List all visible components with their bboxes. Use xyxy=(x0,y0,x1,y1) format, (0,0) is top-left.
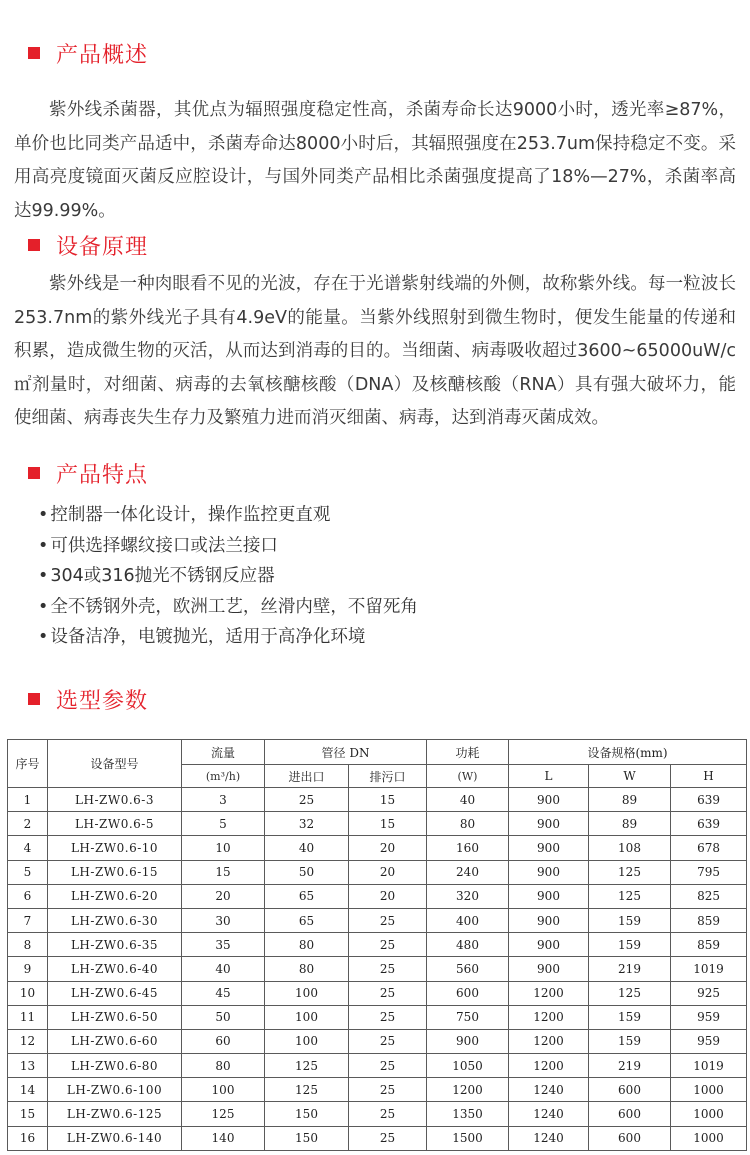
cell-flow: 50 xyxy=(182,1005,265,1029)
spec-table xyxy=(7,739,747,1151)
cell-power: 1350 xyxy=(427,1102,509,1126)
cell-no: 9 xyxy=(8,957,48,981)
cell-w: 159 xyxy=(589,908,671,932)
cell-h: 825 xyxy=(671,884,747,908)
cell-flow: 15 xyxy=(182,860,265,884)
cell-power: 160 xyxy=(427,836,509,860)
table-row xyxy=(8,908,747,932)
cell-drain: 25 xyxy=(349,981,427,1005)
cell-no: 13 xyxy=(8,1054,48,1078)
table-row xyxy=(8,1078,747,1102)
cell-model: LH-ZW0.6-80 xyxy=(48,1054,182,1078)
cell-model: LH-ZW0.6-30 xyxy=(48,908,182,932)
table-row xyxy=(8,933,747,957)
cell-power: 80 xyxy=(427,812,509,836)
cell-model: LH-ZW0.6-50 xyxy=(48,1005,182,1029)
cell-drain: 20 xyxy=(349,860,427,884)
cell-no: 1 xyxy=(8,788,48,812)
cell-h: 795 xyxy=(671,860,747,884)
cell-flow: 80 xyxy=(182,1054,265,1078)
cell-h: 959 xyxy=(671,1005,747,1029)
cell-inlet: 50 xyxy=(265,860,349,884)
cell-drain: 25 xyxy=(349,957,427,981)
cell-drain: 25 xyxy=(349,1029,427,1053)
cell-inlet: 25 xyxy=(265,788,349,812)
header-w: W xyxy=(589,765,671,788)
cell-flow: 3 xyxy=(182,788,265,812)
cell-l: 1240 xyxy=(509,1078,589,1102)
cell-flow: 40 xyxy=(182,957,265,981)
cell-model: LH-ZW0.6-140 xyxy=(48,1126,182,1150)
table-header-row xyxy=(8,740,747,765)
bullet-icon: • xyxy=(38,627,49,647)
table-row xyxy=(8,860,747,884)
table-body xyxy=(8,788,747,1151)
cell-inlet: 32 xyxy=(265,812,349,836)
cell-inlet: 125 xyxy=(265,1078,349,1102)
cell-h: 678 xyxy=(671,836,747,860)
list-item: • 可供选择螺纹接口或法兰接口 xyxy=(38,535,278,556)
cell-flow: 35 xyxy=(182,933,265,957)
cell-inlet: 100 xyxy=(265,981,349,1005)
cell-w: 159 xyxy=(589,933,671,957)
cell-h: 1000 xyxy=(671,1126,747,1150)
cell-inlet: 65 xyxy=(265,908,349,932)
cell-power: 400 xyxy=(427,908,509,932)
cell-drain: 25 xyxy=(349,1054,427,1078)
cell-model: LH-ZW0.6-100 xyxy=(48,1078,182,1102)
cell-h: 1019 xyxy=(671,957,747,981)
cell-power: 240 xyxy=(427,860,509,884)
header-pipe: 管径 DN xyxy=(265,740,427,765)
cell-no: 6 xyxy=(8,884,48,908)
cell-inlet: 80 xyxy=(265,933,349,957)
list-item: • 全不锈钢外壳，欧洲工艺，丝滑内壁，不留死角 xyxy=(38,596,418,617)
cell-w: 159 xyxy=(589,1005,671,1029)
cell-w: 125 xyxy=(589,860,671,884)
cell-h: 925 xyxy=(671,981,747,1005)
cell-l: 900 xyxy=(509,788,589,812)
section-header-features xyxy=(28,456,148,490)
features-list xyxy=(38,500,418,653)
header-power-unit: (W) xyxy=(427,765,509,788)
cell-power: 1500 xyxy=(427,1126,509,1150)
cell-h: 859 xyxy=(671,908,747,932)
cell-model: LH-ZW0.6-125 xyxy=(48,1102,182,1126)
table-row xyxy=(8,1126,747,1150)
cell-l: 900 xyxy=(509,957,589,981)
cell-drain: 25 xyxy=(349,1126,427,1150)
header-h: H xyxy=(671,765,747,788)
header-flow-unit: (m³/h) xyxy=(182,765,265,788)
cell-power: 480 xyxy=(427,933,509,957)
cell-h: 639 xyxy=(671,788,747,812)
header-model: 设备型号 xyxy=(48,740,182,788)
overview-paragraph: 紫外线杀菌器，其优点为辐照强度稳定性高，杀菌寿命长达9000小时，透光率≥87%，单价也比同类产品适中，杀菌寿命达8000小时后，其辐照强度在253.7um保持稳定不变。采用高亮度镜面灭菌反应腔设计，与国外同类产品相比杀菌强度提高了18%—27%，杀菌率高达99.99%。 xyxy=(14,100,736,221)
table-row xyxy=(8,957,747,981)
cell-flow: 10 xyxy=(182,836,265,860)
red-square-icon xyxy=(28,467,40,479)
cell-w: 89 xyxy=(589,788,671,812)
cell-inlet: 80 xyxy=(265,957,349,981)
list-item: • 设备洁净，电镀抛光，适用于高净化环境 xyxy=(38,627,366,647)
header-no: 序号 xyxy=(8,740,48,788)
cell-l: 900 xyxy=(509,908,589,932)
cell-w: 108 xyxy=(589,836,671,860)
cell-w: 219 xyxy=(589,1054,671,1078)
cell-l: 1200 xyxy=(509,1029,589,1053)
table-row xyxy=(8,836,747,860)
cell-w: 89 xyxy=(589,812,671,836)
cell-no: 4 xyxy=(8,836,48,860)
cell-l: 1200 xyxy=(509,981,589,1005)
cell-no: 7 xyxy=(8,908,48,932)
cell-drain: 25 xyxy=(349,1078,427,1102)
header-l: L xyxy=(509,765,589,788)
cell-l: 1240 xyxy=(509,1126,589,1150)
cell-drain: 20 xyxy=(349,884,427,908)
cell-power: 750 xyxy=(427,1005,509,1029)
cell-model: LH-ZW0.6-5 xyxy=(48,812,182,836)
cell-w: 600 xyxy=(589,1102,671,1126)
cell-l: 900 xyxy=(509,836,589,860)
section-title: 设备原理 xyxy=(56,234,149,260)
section-header-principle xyxy=(28,228,148,262)
cell-drain: 15 xyxy=(349,812,427,836)
cell-model: LH-ZW0.6-40 xyxy=(48,957,182,981)
cell-w: 125 xyxy=(589,981,671,1005)
cell-power: 600 xyxy=(427,981,509,1005)
cell-power: 320 xyxy=(427,884,509,908)
bullet-icon: • xyxy=(38,535,49,556)
header-power: 功耗 xyxy=(427,740,509,765)
header-drain: 排污口 xyxy=(349,765,427,788)
cell-l: 900 xyxy=(509,933,589,957)
cell-h: 639 xyxy=(671,812,747,836)
cell-h: 959 xyxy=(671,1029,747,1053)
cell-w: 219 xyxy=(589,957,671,981)
cell-inlet: 150 xyxy=(265,1102,349,1126)
table-row xyxy=(8,1102,747,1126)
red-square-icon xyxy=(28,239,40,251)
cell-flow: 140 xyxy=(182,1126,265,1150)
cell-w: 159 xyxy=(589,1029,671,1053)
section-title: 产品概述 xyxy=(56,42,149,68)
cell-drain: 25 xyxy=(349,933,427,957)
header-inlet: 进出口 xyxy=(265,765,349,788)
cell-inlet: 40 xyxy=(265,836,349,860)
cell-power: 40 xyxy=(427,788,509,812)
list-item: • 控制器一体化设计，操作监控更直观 xyxy=(38,505,331,525)
cell-l: 900 xyxy=(509,860,589,884)
cell-power: 1200 xyxy=(427,1078,509,1102)
cell-drain: 25 xyxy=(349,908,427,932)
cell-inlet: 150 xyxy=(265,1126,349,1150)
cell-drain: 25 xyxy=(349,1005,427,1029)
cell-model: LH-ZW0.6-35 xyxy=(48,933,182,957)
red-square-icon xyxy=(28,47,40,59)
cell-w: 600 xyxy=(589,1078,671,1102)
cell-model: LH-ZW0.6-60 xyxy=(48,1029,182,1053)
cell-model: LH-ZW0.6-20 xyxy=(48,884,182,908)
cell-no: 15 xyxy=(8,1102,48,1126)
cell-model: LH-ZW0.6-10 xyxy=(48,836,182,860)
cell-flow: 100 xyxy=(182,1078,265,1102)
cell-drain: 25 xyxy=(349,1102,427,1126)
red-square-icon xyxy=(28,693,40,705)
bullet-icon: • xyxy=(38,505,49,525)
table-row xyxy=(8,981,747,1005)
cell-h: 1000 xyxy=(671,1102,747,1126)
table-row xyxy=(8,1029,747,1053)
cell-no: 8 xyxy=(8,933,48,957)
cell-flow: 30 xyxy=(182,908,265,932)
cell-w: 125 xyxy=(589,884,671,908)
header-flow: 流量 xyxy=(182,740,265,765)
cell-w: 600 xyxy=(589,1126,671,1150)
cell-inlet: 100 xyxy=(265,1005,349,1029)
cell-no: 14 xyxy=(8,1078,48,1102)
cell-inlet: 125 xyxy=(265,1054,349,1078)
table-row xyxy=(8,788,747,812)
section-header-selection xyxy=(28,682,148,716)
cell-h: 1000 xyxy=(671,1078,747,1102)
cell-no: 12 xyxy=(8,1029,48,1053)
cell-flow: 125 xyxy=(182,1102,265,1126)
cell-power: 560 xyxy=(427,957,509,981)
table-row xyxy=(8,1005,747,1029)
cell-no: 5 xyxy=(8,860,48,884)
list-item: • 304或316抛光不锈钢反应器 xyxy=(38,566,275,586)
cell-no: 16 xyxy=(8,1126,48,1150)
cell-flow: 60 xyxy=(182,1029,265,1053)
cell-model: LH-ZW0.6-3 xyxy=(48,788,182,812)
table-row xyxy=(8,812,747,836)
cell-power: 1050 xyxy=(427,1054,509,1078)
cell-h: 1019 xyxy=(671,1054,747,1078)
cell-inlet: 100 xyxy=(265,1029,349,1053)
cell-model: LH-ZW0.6-15 xyxy=(48,860,182,884)
cell-l: 900 xyxy=(509,884,589,908)
cell-flow: 20 xyxy=(182,884,265,908)
cell-l: 1200 xyxy=(509,1054,589,1078)
cell-l: 900 xyxy=(509,812,589,836)
cell-no: 10 xyxy=(8,981,48,1005)
header-size: 设备规格(mm) xyxy=(509,740,747,765)
cell-no: 11 xyxy=(8,1005,48,1029)
principle-paragraph: 紫外线是一种肉眼看不见的光波，存在于光谱紫射线端的外侧，故称紫外线。每一粒波长253.7nm的紫外线光子具有4.9eV的能量。当紫外线照射到微生物时，便发生能量的传递和积累，造成微生物的灭活，从而达到消毒的目的。当细菌、病毒吸收超过3600~65000uW/c㎡剂量时，对细菌、病毒的去氧核醣核酸（DNA）及核醣核酸（RNA）具有强大破坏力，能使细菌、病毒丧失生存力及繁殖力进而消灭细菌、病毒，达到消毒灭菌成效。 xyxy=(14,274,736,428)
table-row xyxy=(8,884,747,908)
cell-drain: 15 xyxy=(349,788,427,812)
cell-inlet: 65 xyxy=(265,884,349,908)
section-title: 选型参数 xyxy=(56,688,149,714)
table-row xyxy=(8,1054,747,1078)
cell-no: 2 xyxy=(8,812,48,836)
cell-flow: 5 xyxy=(182,812,265,836)
cell-l: 1200 xyxy=(509,1005,589,1029)
bullet-icon: • xyxy=(38,566,49,586)
cell-h: 859 xyxy=(671,933,747,957)
bullet-icon: • xyxy=(38,596,49,617)
section-title: 产品特点 xyxy=(56,462,149,488)
cell-flow: 45 xyxy=(182,981,265,1005)
cell-power: 900 xyxy=(427,1029,509,1053)
cell-l: 1240 xyxy=(509,1102,589,1126)
cell-model: LH-ZW0.6-45 xyxy=(48,981,182,1005)
cell-drain: 20 xyxy=(349,836,427,860)
section-header-overview xyxy=(28,36,148,70)
